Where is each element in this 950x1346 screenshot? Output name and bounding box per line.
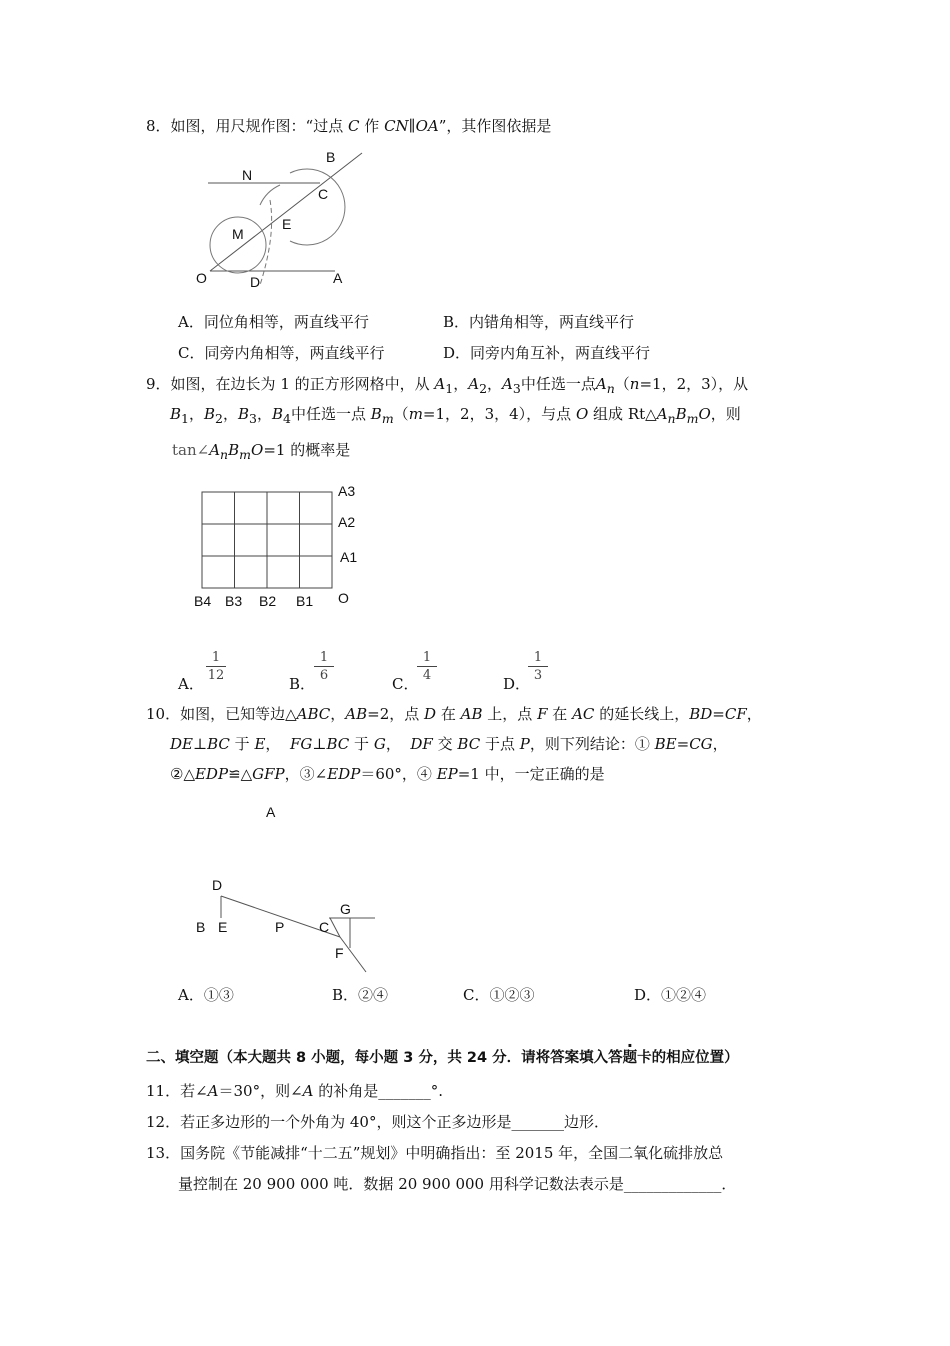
q8-option-a: A．同位角相等，两直线平行 <box>178 313 369 331</box>
q9-line1: 9．如图，在边长为 1 的正方形网格中，从 $A_1$，$A_2$，$A_3$中任选一点$A_n(n=1$，2，3），从 <box>146 375 749 396</box>
q10-label-b: B <box>196 919 206 935</box>
q10-label-p: P <box>275 919 285 935</box>
q9-option-c: C． <box>392 675 419 693</box>
q10-label-c: C <box>319 919 330 935</box>
q13-line2: 量控制在 20 900 000 吨．数据 20 900 000 用科学记数法表示是_____________． <box>178 1175 737 1193</box>
q9-label-b4: B4 <box>194 593 212 609</box>
q10-option-d: D．①②④ <box>634 986 707 1004</box>
q8-option-b: B．内错角相等，两直线平行 <box>443 313 635 331</box>
q9-line2: $B_1$，$B_2$，$B_3$，$B_4$中任选一点 $B_m(m=1$，2，3，4），与点 O 组成 $Rt\triangle A_nB_mO$，则 <box>170 405 741 426</box>
q8-label-n: N <box>242 167 253 183</box>
q8-label-e: E <box>282 216 292 232</box>
q10-label-a: A <box>266 804 276 820</box>
q9-option-b: B． <box>289 675 316 693</box>
q9-grid <box>190 480 370 615</box>
section2-heading: 二、填空题（本大题共 8 小题，每小题 3 分，共 24 分．请将答案填入答题卡的相应位置） <box>146 1050 739 1066</box>
q9-label-b1: B1 <box>296 593 314 609</box>
q12: 12．若正多边形的一个外角为 40°，则这个正多边形是_______边形． <box>146 1113 609 1131</box>
q9-option-b-frac: 1 6 <box>314 650 334 683</box>
q9-option-a: A． <box>178 675 204 693</box>
q8-label-a: A <box>333 270 343 286</box>
q8-label-d: D <box>250 274 261 290</box>
q10-line1: 10．如图，已知等边△ABC，AB=2，点 D 在 AB 上，点 F 在 AC 的延长线上，BD=CF， <box>146 705 762 723</box>
q9-option-a-frac: 1 12 <box>207 650 225 683</box>
q10-option-b: B．②④ <box>332 986 389 1004</box>
q10-label-f: F <box>335 945 344 961</box>
q10-line3: ②△EDP≌△GFP，③∠EDP＝60°，④ EP=1 中，一定正确的是 <box>170 765 605 783</box>
q9-label-a1: A1 <box>340 549 358 565</box>
q11: 11．若∠A＝30°，则∠A 的补角是_______°. <box>146 1082 444 1100</box>
q13-line1: 13．国务院《节能减排“十二五”规划》中明确指出：至 2015 年，全国二氧化硫排放总 <box>146 1144 724 1162</box>
q8-label-b: B <box>326 149 336 165</box>
q10-label-d: D <box>212 877 223 893</box>
q8-label-c: C <box>318 186 329 202</box>
q8-option-c: C．同旁内角相等，两直线平行 <box>178 344 385 362</box>
q9-line3: $\tan\angle A_nB_mO=1$ 的概率是 <box>172 441 351 462</box>
q10-line2: DE⊥BC 于 E， FG⊥BC 于 G， DF 交 BC 于点 P，则下列结论：① BE=CG， <box>170 735 728 753</box>
q8-label-m: M <box>232 226 244 242</box>
q9-option-d-frac: 1 3 <box>528 650 548 683</box>
q9-label-a3: A3 <box>338 483 356 499</box>
q9-label-o: O <box>338 590 349 606</box>
q9-label-a2: A2 <box>338 514 356 530</box>
q9-label-b2: B2 <box>259 593 277 609</box>
q10-figure <box>190 800 390 980</box>
q8-label-o: O <box>196 270 207 286</box>
q10-option-c: C．①②③ <box>463 986 535 1004</box>
q10-option-a: A．①③ <box>178 986 234 1004</box>
q9-option-c-frac: 1 4 <box>417 650 437 683</box>
q8-stem: 8．如图，用尺规作图：“过点 C 作 CN∥OA”，其作图依据是 <box>146 117 552 135</box>
q8-figure <box>190 145 370 295</box>
q9-label-b3: B3 <box>225 593 243 609</box>
q10-label-g: G <box>340 901 351 917</box>
q8-option-d: D．同旁内角互补，两直线平行 <box>443 344 651 362</box>
q9-option-d: D． <box>503 675 531 693</box>
q10-label-e: E <box>218 919 228 935</box>
